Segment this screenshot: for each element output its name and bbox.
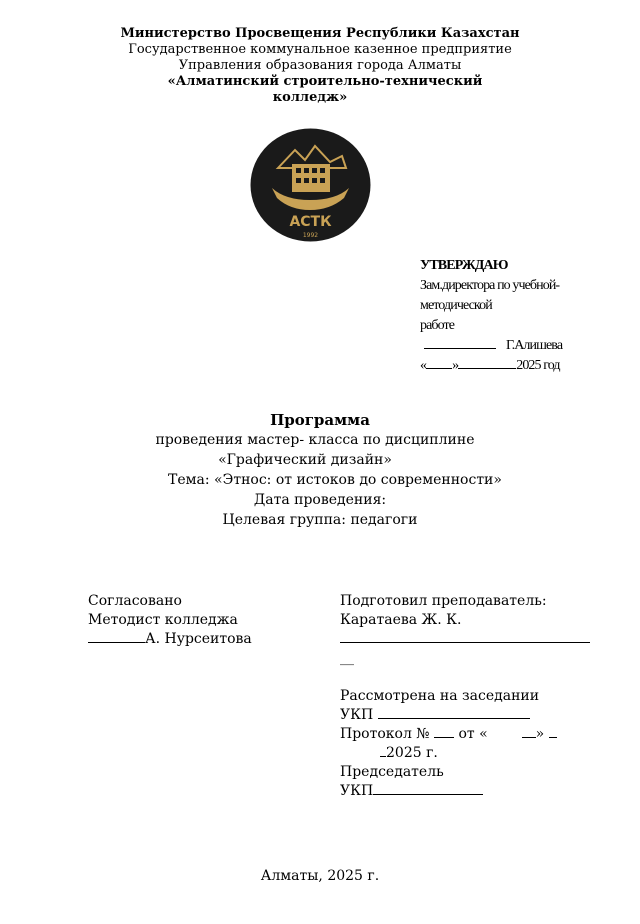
- approval-date-line: « » 2025 год: [420, 358, 560, 373]
- approval-signer-name: Г.Алишева: [506, 338, 563, 353]
- header-line-college: «Алматинский строительно-технический: [167, 74, 483, 89]
- approval-position-line1: Зам.директора по учебной-: [420, 278, 560, 293]
- approval-block: [420, 256, 630, 376]
- program-target-group: Целевая группа: педагоги: [222, 512, 418, 528]
- program-title: Программа: [270, 411, 370, 429]
- prepared-block: [340, 592, 600, 801]
- date-month-blank: [458, 356, 516, 369]
- city-year-footer: Алматы, 2025 г.: [260, 868, 380, 884]
- chair-ukp-line: УКП: [340, 782, 600, 801]
- protocol-day-blank: [522, 725, 536, 738]
- chair-blank: [373, 782, 483, 795]
- agreed-signature-line: [88, 630, 318, 649]
- agreed-name: А. Нурсеитова: [145, 631, 252, 647]
- date-day-blank: [426, 356, 452, 369]
- prepared-teacher-name: Каратаева Ж. К.: [340, 612, 462, 628]
- prepared-signature-blank: [340, 630, 600, 649]
- program-discipline: «Графический дизайн»: [218, 452, 392, 468]
- program-purpose: проведения мастер- класса по дисциплине: [155, 432, 475, 448]
- header-line-department: Управления образования города Алматы: [178, 58, 462, 73]
- ministry-header: [0, 26, 640, 106]
- agreed-block: [88, 592, 318, 649]
- approval-position-line3: работе: [420, 318, 455, 333]
- logo-lettering: АСТК: [289, 214, 332, 230]
- protocol-line: Протокол № от « »: [340, 725, 600, 744]
- agreed-title: Согласовано: [88, 593, 182, 609]
- program-topic: Тема: «Этнос: от истоков до современности»: [168, 472, 502, 488]
- chair-title: Председатель: [340, 764, 444, 780]
- prepared-signature-tail: __: [340, 650, 354, 666]
- program-date: Дата проведения:: [253, 492, 387, 508]
- agreed-position: Методист колледжа: [88, 612, 238, 628]
- protocol-year-line: 2025 г.: [340, 744, 600, 763]
- approval-signature-line: [420, 336, 630, 356]
- prepared-title: Подготовил преподаватель:: [340, 593, 547, 609]
- protocol-number-blank: [434, 725, 454, 738]
- review-ukp-line: УКП: [340, 706, 600, 725]
- signature-blank: [424, 336, 496, 349]
- header-line-enterprise: Государственное коммунальное казенное предприятие: [128, 42, 512, 57]
- approval-position-line2: методической: [420, 298, 492, 313]
- review-title: Рассмотрена на заседании: [340, 688, 540, 704]
- ukp-blank: [378, 706, 530, 719]
- approval-title: УТВЕРЖДАЮ: [420, 258, 508, 273]
- agreed-signature-blank: [88, 630, 145, 643]
- program-block: [0, 410, 640, 530]
- logo-year: 1992: [302, 232, 319, 239]
- header-line-ministry: Министерство Просвещения Республики Казахстан: [120, 26, 520, 41]
- college-logo: [250, 128, 371, 242]
- header-line-college-2: колледж»: [272, 90, 348, 105]
